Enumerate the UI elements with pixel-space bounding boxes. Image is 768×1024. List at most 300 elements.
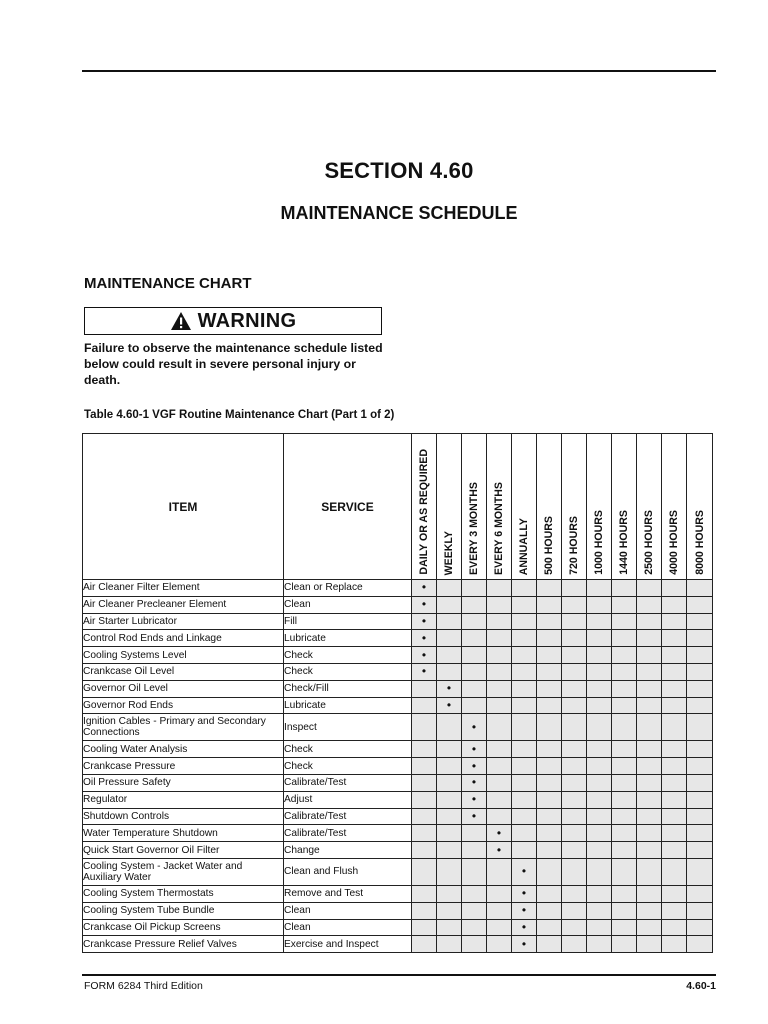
interval-cell <box>562 647 587 664</box>
row-service: Lubricate <box>284 697 412 714</box>
interval-cell <box>612 758 637 775</box>
table-row <box>83 741 713 758</box>
row-service: Clean <box>284 919 412 936</box>
interval-cell <box>637 758 662 775</box>
interval-cell <box>612 919 637 936</box>
row-service: Calibrate/Test <box>284 774 412 791</box>
interval-cell <box>437 902 462 919</box>
table-row <box>83 885 713 902</box>
interval-cell <box>437 758 462 775</box>
row-item: Cooling System Thermostats <box>83 885 284 902</box>
interval-cell <box>412 825 437 842</box>
row-service: Clean <box>284 596 412 613</box>
row-item: Air Cleaner Filter Element <box>83 580 284 597</box>
header-interval-label: 4000 HOURS <box>668 510 680 575</box>
interval-cell <box>562 758 587 775</box>
row-item: Cooling Water Analysis <box>83 741 284 758</box>
interval-cell <box>637 596 662 613</box>
interval-cell <box>562 580 587 597</box>
interval-cell <box>587 902 612 919</box>
interval-cell <box>537 842 562 859</box>
interval-mark: • <box>487 842 512 859</box>
header-interval <box>512 434 537 580</box>
header-item: ITEM <box>83 434 284 580</box>
interval-cell <box>512 596 537 613</box>
interval-cell <box>562 791 587 808</box>
interval-mark: • <box>512 858 537 885</box>
interval-cell <box>587 842 612 859</box>
interval-cell <box>662 758 687 775</box>
maintenance-table <box>82 433 713 953</box>
interval-cell <box>612 885 637 902</box>
interval-cell <box>437 885 462 902</box>
interval-cell <box>437 647 462 664</box>
interval-cell <box>662 680 687 697</box>
interval-cell <box>612 697 637 714</box>
interval-mark: • <box>512 902 537 919</box>
section-title: SECTION 4.60 <box>324 158 474 183</box>
interval-cell <box>437 842 462 859</box>
interval-mark: • <box>412 663 437 680</box>
interval-cell <box>687 680 713 697</box>
interval-cell <box>612 842 637 859</box>
interval-cell <box>687 774 713 791</box>
interval-cell <box>612 663 637 680</box>
interval-cell <box>687 919 713 936</box>
interval-cell <box>662 885 687 902</box>
interval-cell <box>487 902 512 919</box>
header-interval <box>587 434 612 580</box>
interval-mark: • <box>437 680 462 697</box>
interval-cell <box>537 741 562 758</box>
table-caption: Table 4.60-1 VGF Routine Maintenance Chart (Part 1 of 2) <box>84 409 395 421</box>
interval-cell <box>562 714 587 741</box>
row-item: Control Rod Ends and Linkage <box>83 630 284 647</box>
interval-cell <box>662 791 687 808</box>
row-item: Regulator <box>83 791 284 808</box>
interval-cell <box>437 580 462 597</box>
interval-cell <box>412 919 437 936</box>
interval-cell <box>587 630 612 647</box>
interval-cell <box>437 630 462 647</box>
interval-cell <box>437 613 462 630</box>
interval-cell <box>662 580 687 597</box>
interval-cell <box>487 697 512 714</box>
interval-cell <box>537 936 562 953</box>
table-row <box>83 936 713 953</box>
table-row <box>83 902 713 919</box>
interval-cell <box>687 580 713 597</box>
interval-cell <box>662 714 687 741</box>
interval-cell <box>662 663 687 680</box>
interval-mark: • <box>462 791 487 808</box>
interval-cell <box>512 825 537 842</box>
interval-cell <box>512 741 537 758</box>
interval-cell <box>437 858 462 885</box>
table-row <box>83 858 713 885</box>
row-service: Check <box>284 647 412 664</box>
interval-cell <box>412 791 437 808</box>
interval-cell <box>637 580 662 597</box>
interval-cell <box>612 774 637 791</box>
header-interval-label: 1000 HOURS <box>593 510 605 575</box>
header-interval-label: 500 HOURS <box>543 516 555 575</box>
header-interval-label: 720 HOURS <box>568 516 580 575</box>
header-interval <box>537 434 562 580</box>
interval-cell <box>487 680 512 697</box>
row-service: Exercise and Inspect <box>284 936 412 953</box>
interval-cell <box>687 842 713 859</box>
interval-cell <box>562 630 587 647</box>
header-interval <box>662 434 687 580</box>
interval-cell <box>437 596 462 613</box>
header-interval <box>487 434 512 580</box>
interval-cell <box>637 842 662 859</box>
interval-cell <box>687 630 713 647</box>
interval-cell <box>437 808 462 825</box>
interval-cell <box>537 858 562 885</box>
interval-cell <box>662 613 687 630</box>
interval-cell <box>462 613 487 630</box>
interval-mark: • <box>412 613 437 630</box>
interval-cell <box>587 919 612 936</box>
interval-cell <box>687 791 713 808</box>
warning-label: WARNING <box>197 309 297 332</box>
interval-cell <box>637 647 662 664</box>
interval-cell <box>637 919 662 936</box>
interval-cell <box>512 774 537 791</box>
interval-cell <box>537 825 562 842</box>
table-row <box>83 663 713 680</box>
interval-cell <box>512 647 537 664</box>
interval-cell <box>637 791 662 808</box>
interval-cell <box>662 774 687 791</box>
header-interval <box>462 434 487 580</box>
interval-cell <box>437 936 462 953</box>
interval-cell <box>462 647 487 664</box>
interval-cell <box>562 936 587 953</box>
interval-cell <box>412 714 437 741</box>
interval-cell <box>487 663 512 680</box>
interval-cell <box>412 936 437 953</box>
interval-cell <box>587 580 612 597</box>
interval-cell <box>487 808 512 825</box>
interval-cell <box>662 630 687 647</box>
interval-cell <box>687 885 713 902</box>
interval-cell <box>687 697 713 714</box>
interval-mark: • <box>412 580 437 597</box>
interval-cell <box>637 808 662 825</box>
interval-mark: • <box>412 596 437 613</box>
interval-cell <box>587 663 612 680</box>
interval-mark: • <box>487 825 512 842</box>
row-item: Air Starter Lubricator <box>83 613 284 630</box>
table-row <box>83 774 713 791</box>
row-item: Ignition Cables - Primary and Secondary Connections <box>83 714 284 741</box>
row-service: Remove and Test <box>284 885 412 902</box>
table-row <box>83 630 713 647</box>
interval-cell <box>412 808 437 825</box>
interval-cell <box>637 714 662 741</box>
header-interval <box>562 434 587 580</box>
interval-cell <box>487 596 512 613</box>
interval-cell <box>612 808 637 825</box>
interval-cell <box>562 858 587 885</box>
row-service: Check/Fill <box>284 680 412 697</box>
interval-cell <box>412 842 437 859</box>
interval-cell <box>537 919 562 936</box>
interval-cell <box>562 663 587 680</box>
header-interval-label: 2500 HOURS <box>643 510 655 575</box>
row-service: Calibrate/Test <box>284 825 412 842</box>
table-row <box>83 808 713 825</box>
table-row <box>83 680 713 697</box>
interval-cell <box>412 680 437 697</box>
table-row <box>83 842 713 859</box>
footer-form: FORM 6284 Third Edition <box>84 980 203 992</box>
interval-cell <box>462 936 487 953</box>
interval-cell <box>687 663 713 680</box>
interval-cell <box>587 936 612 953</box>
interval-cell <box>587 680 612 697</box>
interval-cell <box>537 714 562 741</box>
row-item: Crankcase Pressure <box>83 758 284 775</box>
interval-cell <box>462 842 487 859</box>
interval-cell <box>612 714 637 741</box>
interval-cell <box>637 825 662 842</box>
interval-cell <box>612 580 637 597</box>
interval-cell <box>687 936 713 953</box>
interval-cell <box>562 774 587 791</box>
interval-mark: • <box>512 919 537 936</box>
interval-cell <box>437 919 462 936</box>
interval-cell <box>487 885 512 902</box>
interval-cell <box>462 663 487 680</box>
interval-cell <box>612 596 637 613</box>
interval-mark: • <box>512 885 537 902</box>
interval-cell <box>487 630 512 647</box>
interval-cell <box>662 808 687 825</box>
document-title: MAINTENANCE SCHEDULE <box>280 203 518 223</box>
interval-cell <box>612 791 637 808</box>
row-item: Water Temperature Shutdown <box>83 825 284 842</box>
interval-cell <box>687 647 713 664</box>
footer-page-number: 4.60-1 <box>686 980 716 992</box>
interval-cell <box>537 580 562 597</box>
interval-mark: • <box>512 936 537 953</box>
row-service: Fill <box>284 613 412 630</box>
interval-cell <box>537 791 562 808</box>
interval-cell <box>537 774 562 791</box>
interval-mark: • <box>462 714 487 741</box>
interval-cell <box>537 885 562 902</box>
row-item: Quick Start Governor Oil Filter <box>83 842 284 859</box>
interval-cell <box>637 697 662 714</box>
interval-cell <box>587 808 612 825</box>
interval-cell <box>612 858 637 885</box>
row-service: Inspect <box>284 714 412 741</box>
interval-cell <box>562 842 587 859</box>
row-item: Crankcase Oil Pickup Screens <box>83 919 284 936</box>
interval-cell <box>487 791 512 808</box>
interval-cell <box>637 858 662 885</box>
interval-cell <box>487 858 512 885</box>
interval-mark: • <box>462 741 487 758</box>
table-row <box>83 580 713 597</box>
interval-cell <box>587 596 612 613</box>
interval-cell <box>687 825 713 842</box>
interval-cell <box>587 825 612 842</box>
interval-cell <box>587 613 612 630</box>
table-row <box>83 791 713 808</box>
interval-cell <box>462 697 487 714</box>
table-row <box>83 613 713 630</box>
interval-cell <box>412 858 437 885</box>
row-item: Air Cleaner Precleaner Element <box>83 596 284 613</box>
interval-cell <box>662 825 687 842</box>
header-interval <box>687 434 713 580</box>
interval-cell <box>662 936 687 953</box>
row-item: Governor Rod Ends <box>83 697 284 714</box>
row-item: Cooling Systems Level <box>83 647 284 664</box>
interval-cell <box>462 885 487 902</box>
interval-cell <box>562 902 587 919</box>
interval-cell <box>512 697 537 714</box>
interval-cell <box>487 741 512 758</box>
interval-cell <box>512 613 537 630</box>
interval-mark: • <box>412 630 437 647</box>
interval-mark: • <box>437 697 462 714</box>
interval-cell <box>487 758 512 775</box>
top-rule <box>82 70 716 72</box>
interval-cell <box>562 825 587 842</box>
header-interval-label: WEEKLY <box>443 530 455 575</box>
header-interval-label: DAILY OR AS REQUIRED <box>418 449 430 575</box>
interval-cell <box>487 919 512 936</box>
table-row <box>83 714 713 741</box>
table-row <box>83 647 713 664</box>
interval-mark: • <box>462 808 487 825</box>
chart-heading: MAINTENANCE CHART <box>84 275 252 292</box>
table-row <box>83 596 713 613</box>
table-body <box>83 580 713 953</box>
interval-cell <box>687 808 713 825</box>
interval-cell <box>562 613 587 630</box>
interval-cell <box>587 774 612 791</box>
row-item: Crankcase Pressure Relief Valves <box>83 936 284 953</box>
interval-cell <box>612 936 637 953</box>
interval-cell <box>437 791 462 808</box>
interval-cell <box>412 885 437 902</box>
warning-triangle-icon <box>170 311 192 331</box>
interval-cell <box>637 885 662 902</box>
interval-cell <box>587 885 612 902</box>
interval-cell <box>687 858 713 885</box>
interval-cell <box>612 902 637 919</box>
interval-cell <box>512 808 537 825</box>
interval-cell <box>462 680 487 697</box>
interval-cell <box>662 647 687 664</box>
interval-cell <box>512 842 537 859</box>
interval-cell <box>437 774 462 791</box>
row-service: Calibrate/Test <box>284 808 412 825</box>
interval-cell <box>562 680 587 697</box>
interval-cell <box>637 902 662 919</box>
interval-cell <box>662 697 687 714</box>
interval-cell <box>462 580 487 597</box>
row-item: Shutdown Controls <box>83 808 284 825</box>
interval-cell <box>412 697 437 714</box>
interval-cell <box>537 663 562 680</box>
interval-cell <box>562 741 587 758</box>
interval-cell <box>512 580 537 597</box>
interval-cell <box>437 825 462 842</box>
interval-cell <box>612 825 637 842</box>
interval-cell <box>537 596 562 613</box>
interval-cell <box>437 741 462 758</box>
interval-cell <box>512 663 537 680</box>
interval-cell <box>437 714 462 741</box>
interval-cell <box>587 858 612 885</box>
header-interval <box>612 434 637 580</box>
interval-cell <box>412 741 437 758</box>
interval-cell <box>562 697 587 714</box>
interval-mark: • <box>462 758 487 775</box>
header-interval <box>437 434 462 580</box>
interval-cell <box>462 825 487 842</box>
interval-cell <box>612 613 637 630</box>
interval-cell <box>487 647 512 664</box>
interval-cell <box>587 647 612 664</box>
interval-cell <box>587 741 612 758</box>
interval-cell <box>462 919 487 936</box>
interval-mark: • <box>462 774 487 791</box>
interval-cell <box>637 741 662 758</box>
interval-cell <box>462 596 487 613</box>
interval-cell <box>412 774 437 791</box>
table-row <box>83 919 713 936</box>
row-service: Clean or Replace <box>284 580 412 597</box>
interval-cell <box>662 596 687 613</box>
interval-cell <box>487 936 512 953</box>
table-row <box>83 825 713 842</box>
interval-cell <box>562 885 587 902</box>
table-header-row <box>83 434 713 580</box>
interval-cell <box>637 680 662 697</box>
interval-cell <box>662 842 687 859</box>
header-interval <box>637 434 662 580</box>
interval-cell <box>587 714 612 741</box>
interval-cell <box>537 647 562 664</box>
table-row <box>83 697 713 714</box>
interval-cell <box>637 936 662 953</box>
interval-mark: • <box>412 647 437 664</box>
interval-cell <box>462 902 487 919</box>
interval-cell <box>587 758 612 775</box>
interval-cell <box>512 791 537 808</box>
row-item: Cooling System - Jacket Water and Auxiliary Water <box>83 858 284 885</box>
interval-cell <box>537 697 562 714</box>
interval-cell <box>637 663 662 680</box>
row-service: Check <box>284 758 412 775</box>
row-item: Cooling System Tube Bundle <box>83 902 284 919</box>
row-service: Change <box>284 842 412 859</box>
interval-cell <box>562 808 587 825</box>
interval-cell <box>512 758 537 775</box>
interval-cell <box>662 919 687 936</box>
header-interval-label: 8000 HOURS <box>693 510 706 575</box>
header-service: SERVICE <box>284 434 412 580</box>
